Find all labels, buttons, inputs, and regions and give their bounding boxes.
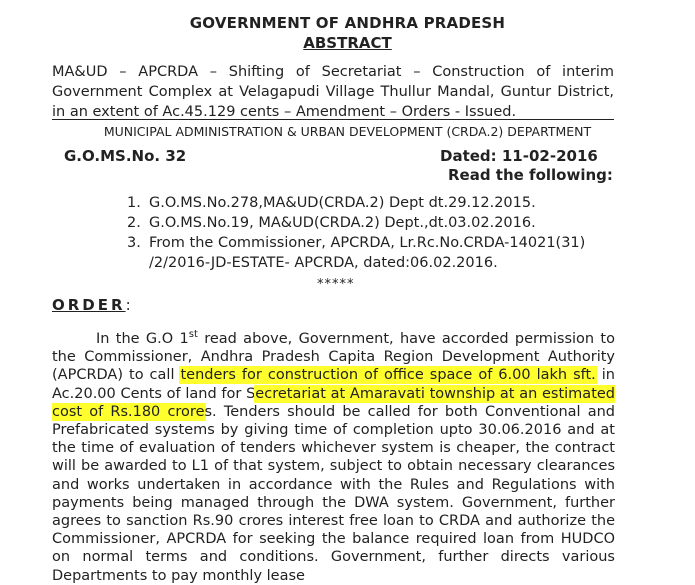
order-text-start: In the G.O 1 (96, 331, 189, 347)
reference-item (127, 193, 627, 213)
reference-text: G.O.MS.No.278,MA&UD(CRDA.2) Dept dt.29.12.2015. (149, 195, 536, 211)
reference-list (127, 193, 627, 273)
order-text: read above, Government, have accorded permission to the Commissioner, Andhra Pradesh Capita Region Development Authority (APCRDA) to call (52, 331, 615, 384)
highlighted-text: tenders for construction of office space of 6.00 lakh sft. (180, 367, 596, 384)
read-following-label: Read the following: (448, 166, 613, 184)
separator-stars: ***** (317, 277, 355, 292)
order-text: in Ac.20.00 Cents of land for S (52, 367, 615, 402)
reference-number: 3. (127, 235, 141, 251)
highlighted-text: ecretariat at Amaravati township at an estimated cost of Rs.180 crore (52, 385, 616, 420)
order-heading-colon: : (125, 296, 131, 314)
department-name: MUNICIPAL ADMINISTRATION & URBAN DEVELOPMENT (CRDA.2) DEPARTMENT (103, 124, 592, 139)
reference-text: From the Commissioner, APCRDA, Lr.Rc.No.CRDA-14021(31) /2/2016-JD-ESTATE- APCRDA, dated:06.02.2016. (149, 235, 586, 271)
reference-text: G.O.MS.No.19, MA&UD(CRDA.2) Dept.,dt.03.02.2016. (149, 215, 536, 231)
order-superscript: st (188, 329, 198, 341)
government-title: GOVERNMENT OF ANDHRA PRADESH (189, 14, 506, 32)
order-paragraph (52, 330, 615, 585)
reference-number: 2. (127, 215, 141, 231)
reference-item (127, 233, 627, 273)
reference-item (127, 213, 627, 233)
order-heading-text: ORDER (52, 296, 126, 314)
order-heading (52, 296, 131, 314)
subject-paragraph: MA&UD – APCRDA – Shifting of Secretariat – Construction of interim Government Complex at Velagapudi Village Thullur Mandal, Guntur District, in an extent of Ac.45.129 cents – Amendment – Orders - Issued. (52, 64, 614, 120)
divider-line (52, 119, 614, 120)
abstract-heading: ABSTRACT (303, 34, 392, 52)
order-text: s. Tenders should be called for both Conventional and Prefabricated systems by giving time of completion upto 30.06.2016 and at the time of evaluation of tenders whichever system is cheaper, the contract will be awarded to L1 of that system, subject to obtain necessary clearances and works undertaken in accordance with the Rules and Regulations with payments being managed through the DWA system. Government, further agrees to sanction Rs.90 crores interest free loan to CRDA and authorize the Commissioner, APCRDA for seeking the balance required loan from HUDCO on normal terms and conditions. Government, further directs various Departments to pay monthly lease (52, 403, 615, 584)
order-date: Dated: 11-02-2016 (440, 147, 598, 165)
reference-number: 1. (127, 195, 141, 211)
goms-number: G.O.MS.No. 32 (64, 147, 187, 165)
